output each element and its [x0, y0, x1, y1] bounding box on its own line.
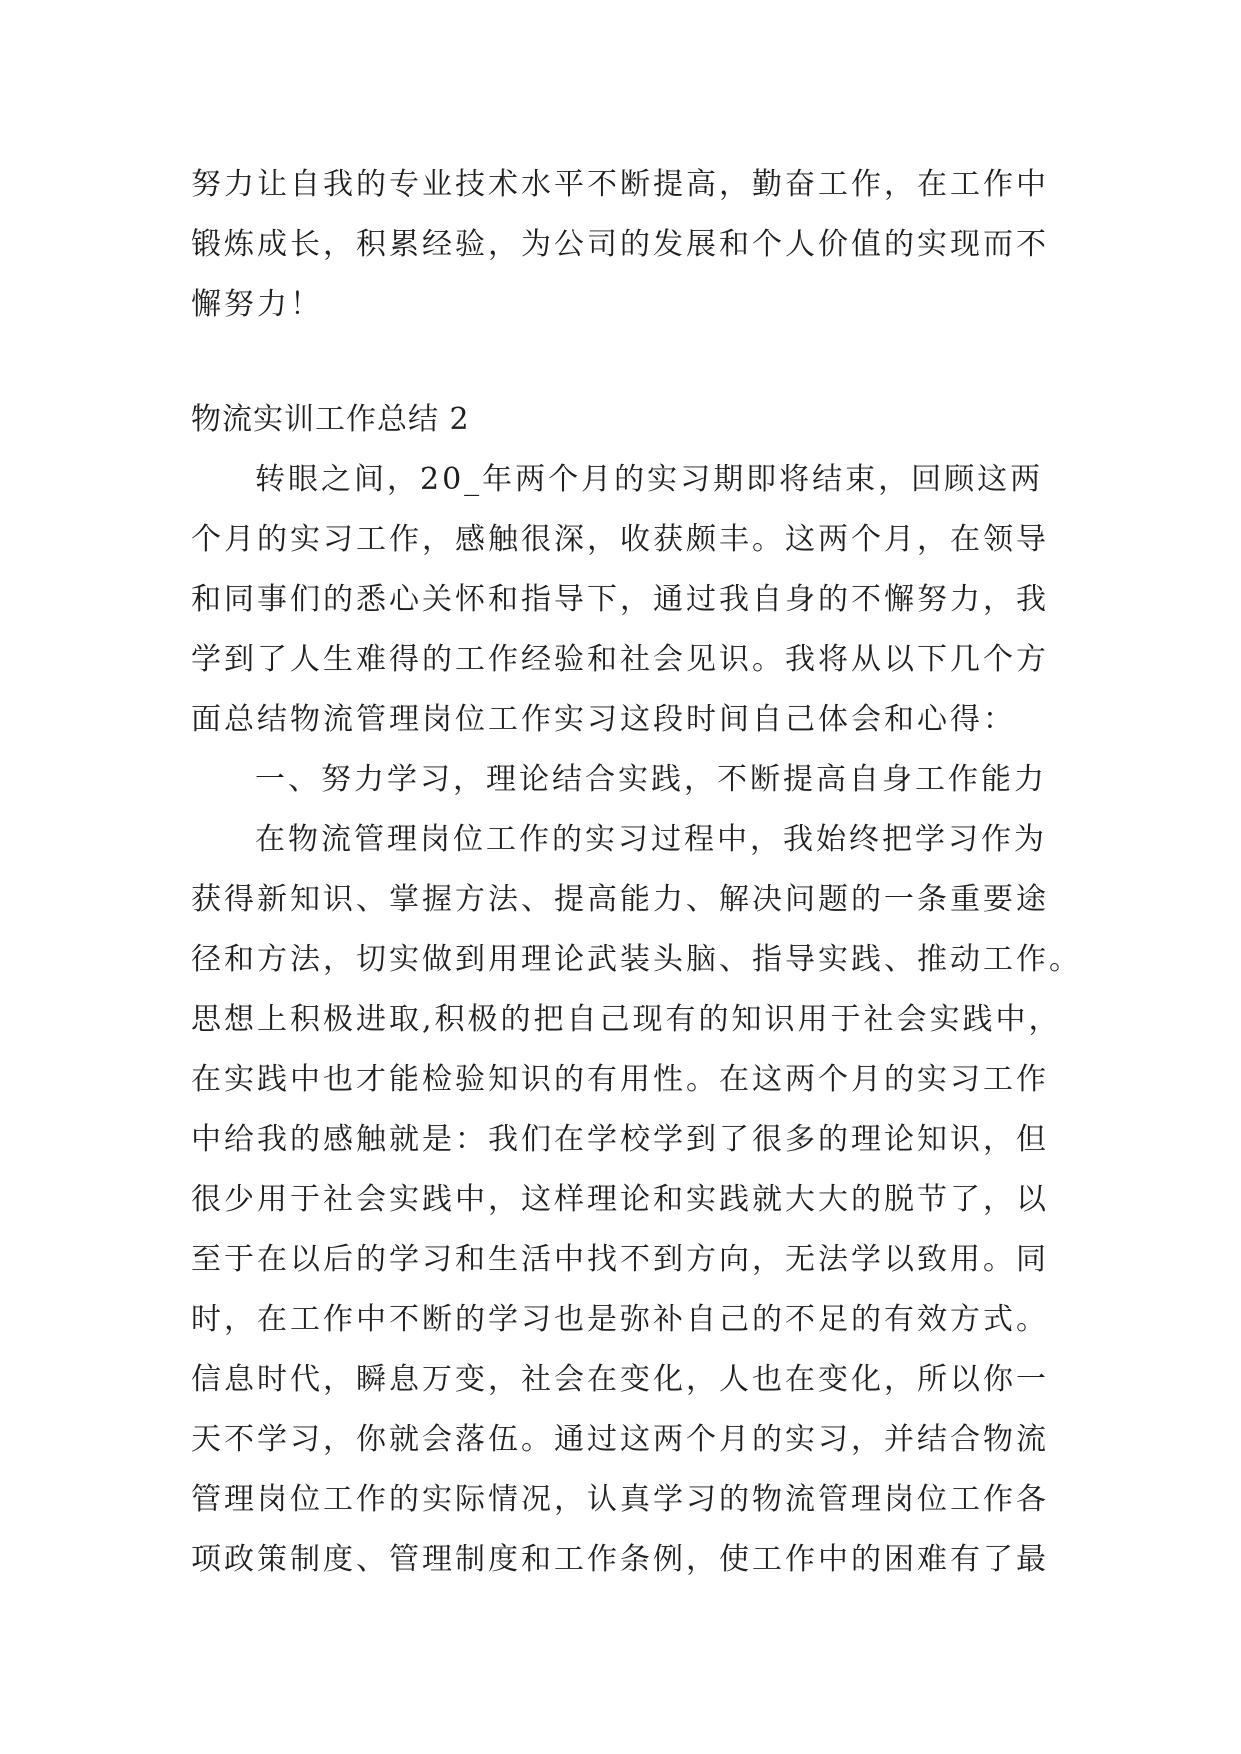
text-line: 懈努力！	[191, 287, 323, 322]
text-line: 学到了人生难得的工作经验和社会见识。我将从以下几个方	[191, 642, 1049, 677]
text-line: 很少用于社会实践中，这样理论和实践就大大的脱节了，以	[191, 1182, 1049, 1217]
text-line: 项政策制度、管理制度和工作条例，使工作中的困难有了最	[191, 1542, 1049, 1577]
text-line: 努力让自我的专业技术水平不断提高，勤奋工作，在工作中	[191, 167, 1049, 202]
text-line: 和同事们的悉心关怀和指导下，通过我自身的不懈努力，我	[191, 582, 1049, 617]
text-line: 在实践中也才能检验知识的有用性。在这两个月的实习工作	[191, 1062, 1049, 1097]
paragraph-first-line: 在物流管理岗位工作的实习过程中，我始终把学习作为	[255, 822, 1047, 857]
subheading-line: 一、努力学习，理论结合实践，不断提高自身工作能力	[255, 762, 1047, 797]
text-line: 径和方法，切实做到用理论武装头脑、指导实践、推动工作。	[191, 942, 1082, 977]
text-line: 面总结物流管理岗位工作实习这段时间自己体会和心得：	[191, 702, 1016, 737]
text-line: 个月的实习工作，感触很深，收获颇丰。这两个月，在领导	[191, 522, 1049, 557]
body-text	[191, 450, 1082, 1590]
text-line: 信息时代，瞬息万变，社会在变化，人也在变化，所以你一	[191, 1362, 1049, 1397]
text-line: 获得新知识、掌握方法、提高能力、解决问题的一条重要途	[191, 882, 1049, 917]
text-line: 管理岗位工作的实际情况，认真学习的物流管理岗位工作各	[191, 1482, 1049, 1517]
intro-paragraph	[191, 155, 1063, 335]
text-line: 思想上积极进取,积极的把自己现有的知识用于社会实践中，	[191, 1002, 1062, 1037]
section-heading: 物流实训工作总结 2	[191, 402, 470, 437]
text-line: 至于在以后的学习和生活中找不到方向，无法学以致用。同	[191, 1242, 1049, 1277]
text-line: 天不学习，你就会落伍。通过这两个月的实习，并结合物流	[191, 1422, 1049, 1457]
text-line: 锻炼成长，积累经验，为公司的发展和个人价值的实现而不	[191, 227, 1049, 262]
text-line: 中给我的感触就是：我们在学校学到了很多的理论知识，但	[191, 1122, 1049, 1157]
text-line: 时，在工作中不断的学习也是弥补自己的不足的有效方式。	[191, 1302, 1049, 1337]
paragraph-first-line: 转眼之间，20_年两个月的实习期即将结束，回顾这两	[255, 462, 1044, 497]
